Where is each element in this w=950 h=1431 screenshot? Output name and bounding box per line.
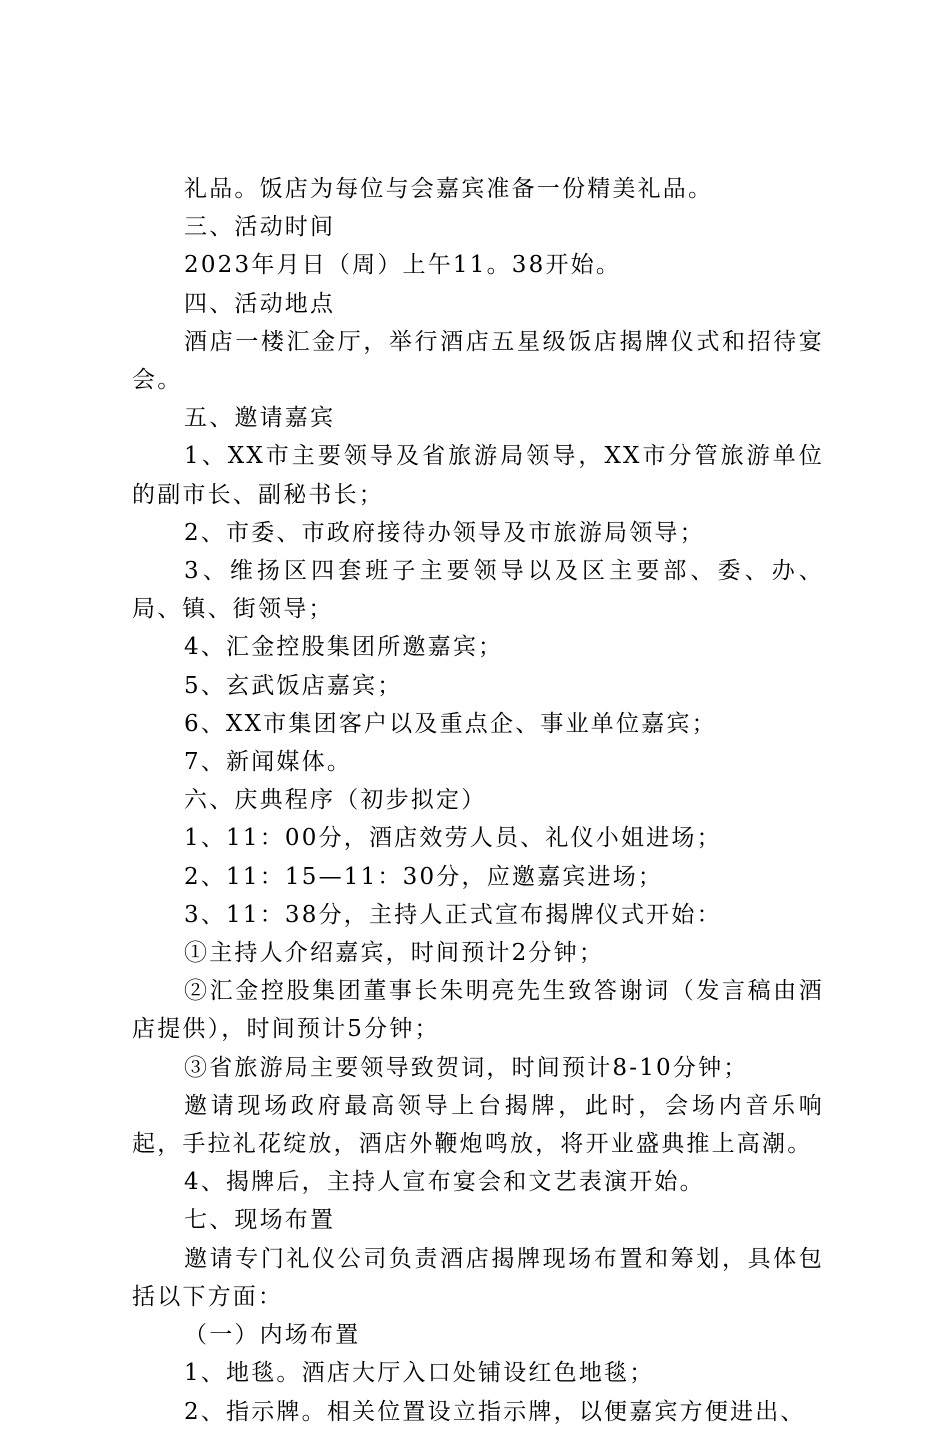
section-heading: 七、现场布置	[184, 1207, 336, 1234]
paragraph: 礼品。饭店为每位与会嘉宾准备一份精美礼品。	[184, 176, 714, 202]
list-item: 1、XX市主要领导及省旅游局领导，XX市分管旅游单位的副市长、副秘书长；	[132, 443, 824, 508]
list-item: 4、揭牌后，主持人宣布宴会和文艺表演开始。	[184, 1169, 705, 1196]
list-item: 1、地毯。酒店大厅入口处铺设红色地毯；	[184, 1360, 655, 1387]
list-item: 4、汇金控股集团所邀嘉宾；	[184, 634, 504, 661]
paragraph: 2023年月日（周）上午11。38开始。	[184, 252, 622, 279]
list-item: ①主持人介绍嘉宾，时间预计2分钟；	[184, 940, 605, 967]
section-heading: 四、活动地点	[184, 290, 336, 317]
list-item: ③省旅游局主要领导致贺词，时间预计8-10分钟；	[184, 1054, 749, 1081]
subsection-heading: （一）内场布置	[184, 1322, 361, 1349]
list-item: 1、11：00分，酒店效劳人员、礼仪小姐进场；	[184, 825, 722, 852]
paragraph: 邀请专门礼仪公司负责酒店揭牌现场布置和筹划，具体包括以下方面：	[132, 1245, 824, 1310]
list-item: 6、XX市集团客户以及重点企、事业单位嘉宾；	[184, 710, 717, 737]
section-heading: 三、活动时间	[184, 214, 336, 241]
list-item: 2、指示牌。相关位置设立指示牌，以便嘉宾方便进出、	[184, 1398, 806, 1425]
list-item: 3、维扬区四套班子主要领导以及区主要部、委、办、局、镇、街领导；	[132, 558, 824, 623]
list-item: 5、玄武饭店嘉宾；	[184, 672, 403, 699]
list-item: 2、11：15—11：30分，应邀嘉宾进场；	[184, 863, 664, 890]
list-item: 3、11：38分，主持人正式宣布揭牌仪式开始：	[184, 901, 722, 928]
paragraph: 邀请现场政府最高领导上台揭牌，此时，会场内音乐响起，手拉礼花绽放，酒店外鞭炮鸣放，将开业盛典推上高潮。	[132, 1092, 824, 1158]
list-item: ②汇金控股集团董事长朱明亮先生致答谢词（发言稿由酒店提供），时间预计5分钟；	[132, 978, 824, 1043]
list-item: 7、新闻媒体。	[184, 749, 353, 776]
list-item: 2、市委、市政府接待办领导及市旅游局领导；	[184, 519, 705, 546]
paragraph: 酒店一楼汇金厅，举行酒店五星级饭店揭牌仪式和招待宴会。	[132, 328, 824, 394]
document-body	[132, 170, 824, 1431]
section-heading: 五、邀请嘉宾	[184, 405, 336, 432]
section-heading: 六、庆典程序（初步拟定）	[184, 787, 487, 814]
